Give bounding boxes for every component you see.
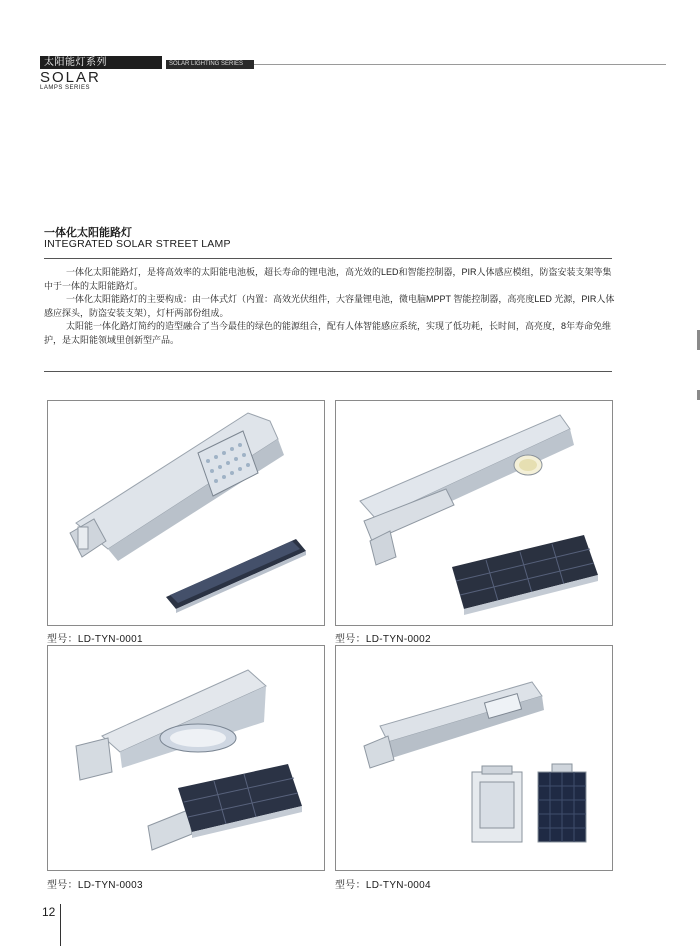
series-label-cn: 太阳能灯系列	[40, 56, 162, 69]
product-image-4	[335, 645, 613, 871]
model-label: 型号：	[47, 880, 78, 891]
lamps-series-subtitle: LAMPS SERIES	[40, 85, 91, 91]
product-image-1	[47, 400, 325, 626]
model-number: LD-TYN-0004	[365, 880, 431, 891]
model-label: 型号：	[335, 880, 366, 891]
section-rule	[44, 258, 612, 259]
model-number: LD-TYN-0003	[77, 880, 143, 891]
header-rule	[254, 64, 666, 65]
model-number: LD-TYN-0002	[365, 634, 431, 645]
page-number: 12	[42, 905, 56, 919]
series-tag: SOLAR LIGHTING SERIES	[166, 60, 254, 69]
model-label: 型号：	[335, 634, 366, 645]
product-caption-4	[335, 876, 431, 891]
intro-paragraph-2: 一体化太阳能路灯的主要构成：由一体式灯（内置：高效光伏组件，大容量锂电池，微电脑MPPT 智能控制器，高亮度LED 光源，PIR人体感应探头，防盗安装支架），灯杆两部份组成。	[44, 294, 615, 318]
solar-title: SOLAR	[40, 69, 101, 86]
product-image-3	[47, 645, 325, 871]
model-number: LD-TYN-0001	[77, 634, 143, 645]
intro-paragraph-1: 一体化太阳能路灯，是将高效率的太阳能电池板，超长寿命的锂电池，高光效的LED和智能控制器，PIR人体感应模组，防盗安装支架等集中于一体的太阳能路灯。	[44, 267, 612, 291]
body-rule	[44, 371, 612, 372]
section-title-cn: 一体化太阳能路灯	[44, 227, 132, 239]
page-number-rule	[60, 904, 61, 946]
product-image-2	[335, 400, 613, 626]
intro-text	[44, 266, 616, 347]
product-caption-3	[47, 876, 143, 891]
product-caption-2	[335, 630, 431, 645]
intro-paragraph-3: 太阳能一体化路灯简约的造型融合了当今最佳的绿色的能源组合，配有人体智能感应系统，实现了低功耗，长时间，高亮度，8年寿命免维护，是太阳能领域里创新型产品。	[44, 321, 612, 345]
section-title-en: INTEGRATED SOLAR STREET LAMP	[44, 238, 231, 250]
model-label: 型号：	[47, 634, 78, 645]
product-caption-1	[47, 630, 143, 645]
